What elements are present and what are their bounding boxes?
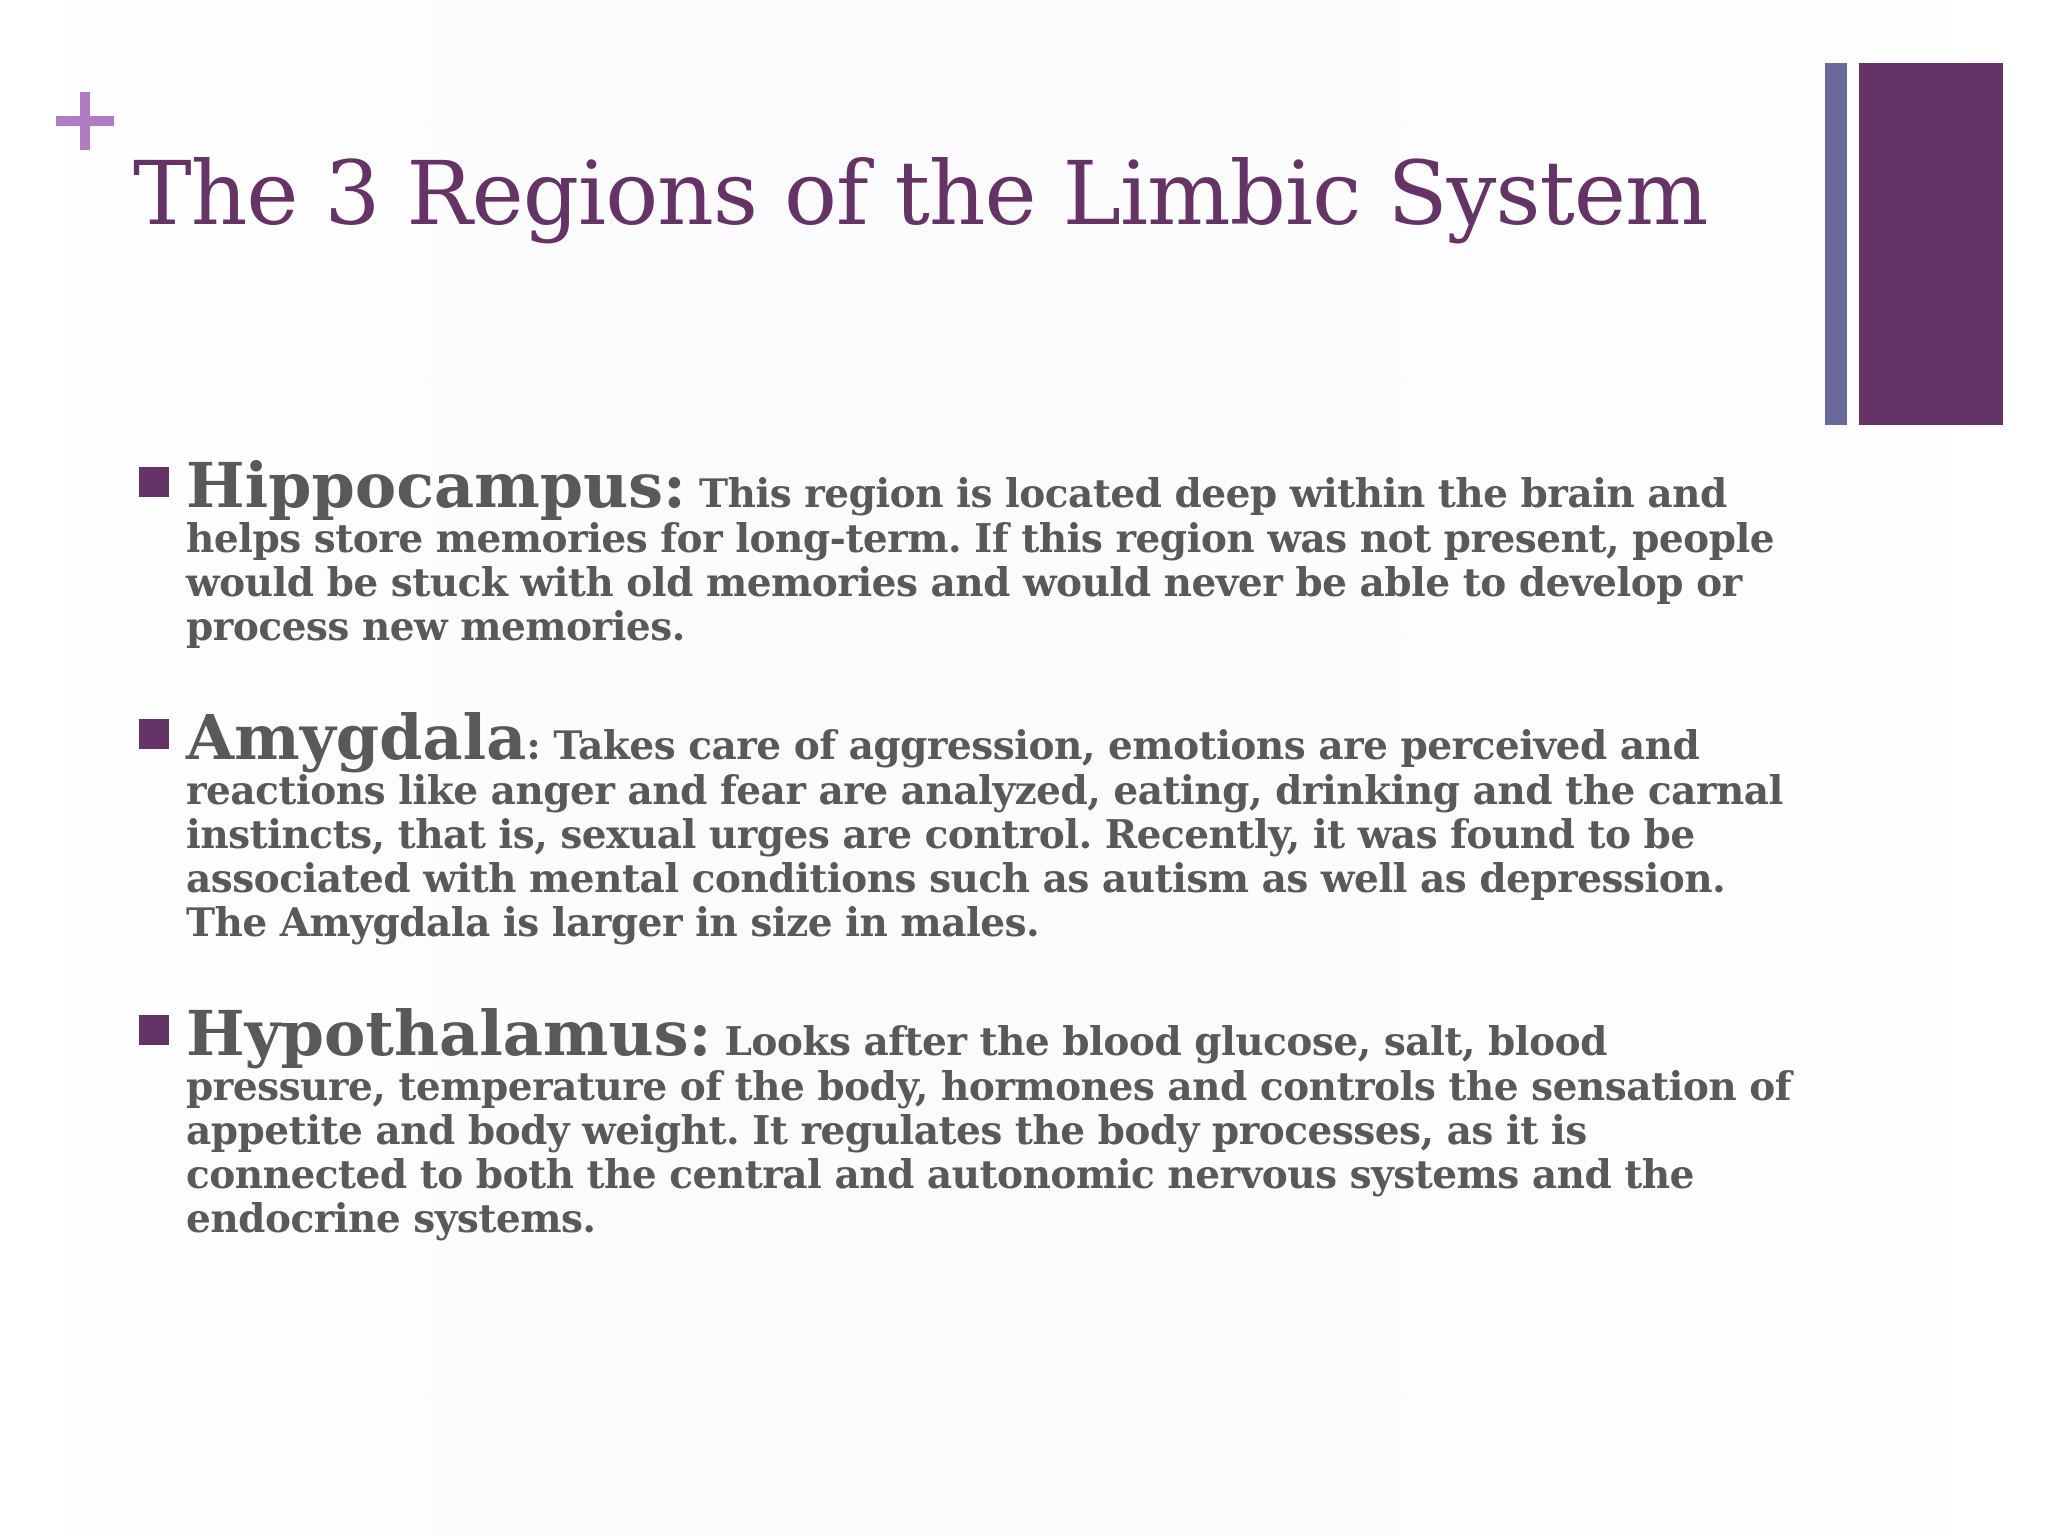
bullet-term: Hypothalamus: xyxy=(186,997,712,1070)
bullet-description: : Takes care of aggression, emotions are perceived and reactions like anger and fear are analyzed, eating, drinking and the carnal instincts, that is, sexual urges are control. Recently, it was found to be associated with mental conditions such as autism as well as depression. The Amygdala is larger in size in males. xyxy=(186,723,1783,946)
bullet-term: Hippocampus: xyxy=(186,449,686,522)
bullet-description: This region is located deep within the brain and helps store memories for long-term. If this region was not present, people would be stuck with old memories and would never be able to develop or process new memories. xyxy=(186,471,1775,650)
bullet-item-hypothalamus xyxy=(136,997,1816,1242)
bullet-description: Looks after the blood glucose, salt, blood pressure, temperature of the body, hormones and controls the sensation of appetite and body weight. It regulates the body processes, as it is connected to both the central and autonomic nervous systems and the endocrine systems. xyxy=(186,1019,1792,1242)
plus-icon-vertical xyxy=(80,92,90,150)
square-bullet-icon xyxy=(139,467,169,497)
square-bullet-icon xyxy=(139,1015,169,1045)
bullet-list xyxy=(136,449,1816,1299)
slide-title: The 3 Regions of the Limbic System xyxy=(133,142,1708,245)
square-bullet-icon xyxy=(139,719,169,749)
bullet-item-hippocampus xyxy=(136,449,1816,650)
plus-icon xyxy=(56,92,114,150)
decorative-bar-thin xyxy=(1825,63,1847,425)
decorative-bar-thick xyxy=(1859,63,2003,425)
bullet-item-amygdala xyxy=(136,701,1816,946)
bullet-term: Amygdala xyxy=(186,701,527,774)
